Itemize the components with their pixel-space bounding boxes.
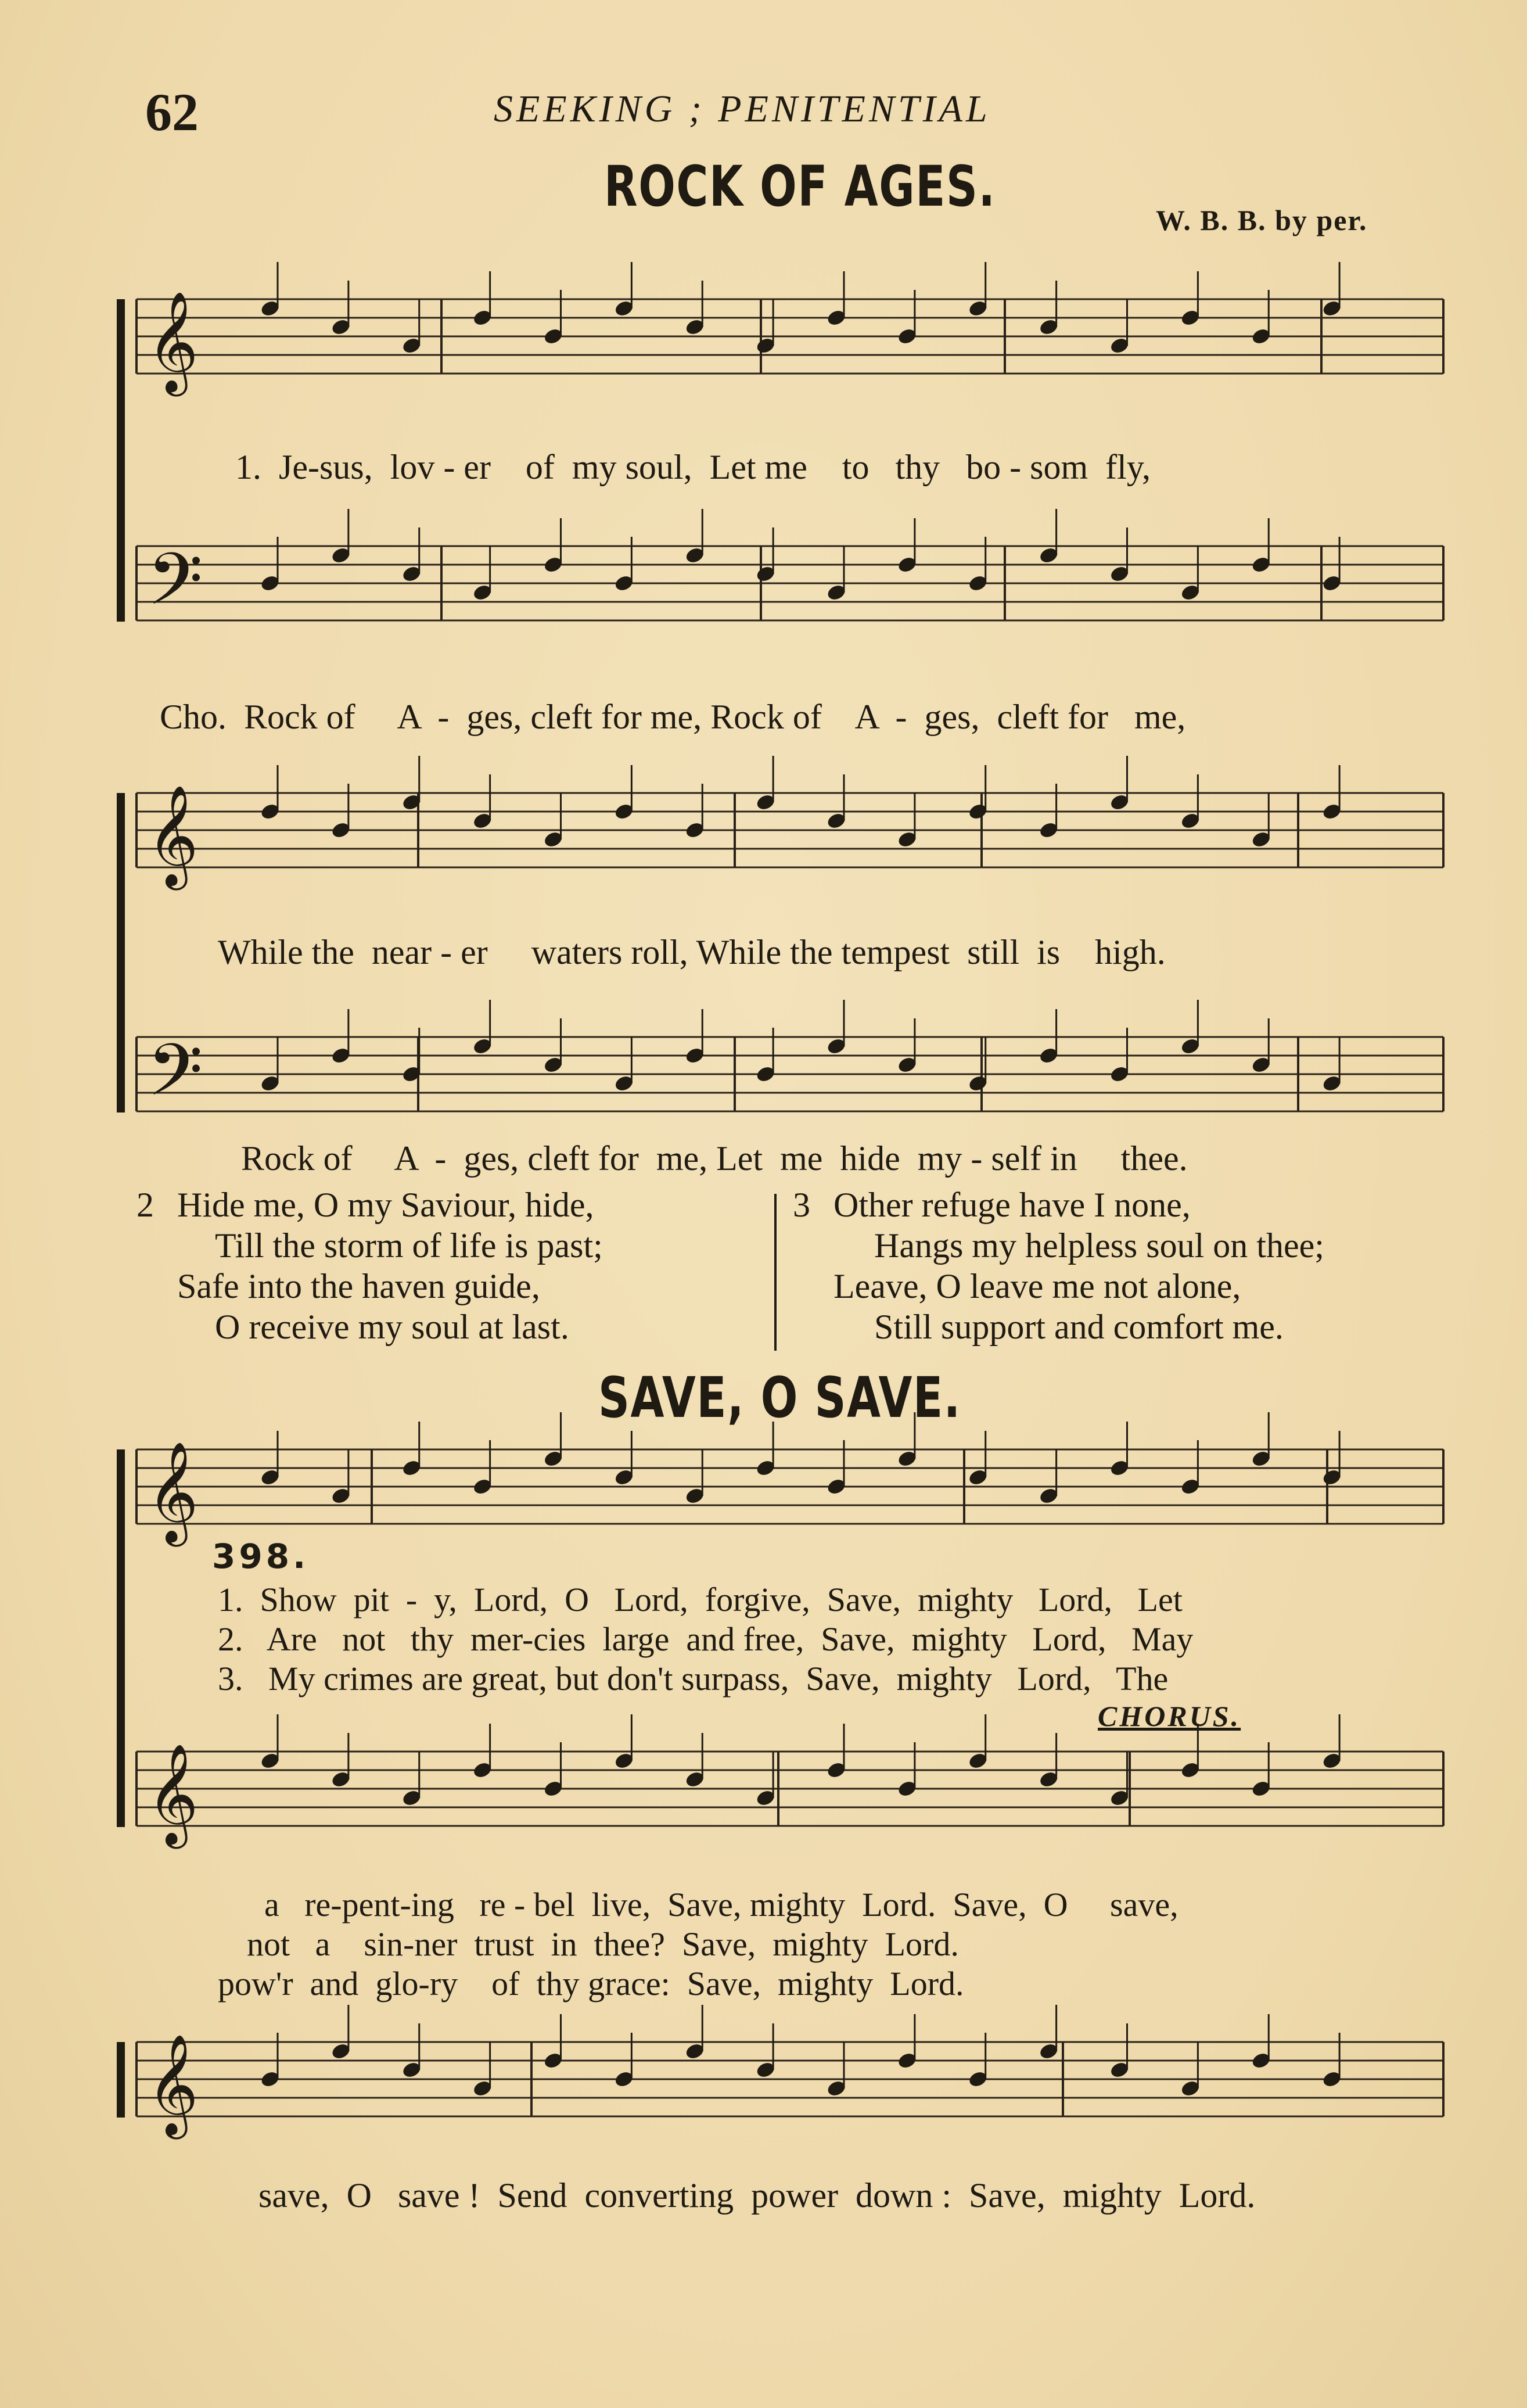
- hymn-number: 398.: [212, 1537, 310, 1576]
- stanza2-line-4: O receive my soul at last.: [215, 1308, 569, 1346]
- stanza2-line-1: Hide me, O my Saviour, hide,: [177, 1186, 594, 1224]
- chorus-label: CHORUS.: [1098, 1700, 1241, 1732]
- bass-clef-icon: 𝄢: [147, 1029, 203, 1130]
- page-number: 62: [145, 82, 199, 142]
- line4-lyrics: Rock of A - ges, cleft for me, Let me hide my - self in thee.: [241, 1139, 1188, 1178]
- running-title: SEEKING ; PENITENTIAL: [494, 88, 991, 130]
- hymn2-verse3: 3. My crimes are great, but don't surpass, Save, mighty Lord, The: [218, 1660, 1169, 1698]
- stanza3-line-4: Still support and comfort me.: [874, 1308, 1284, 1346]
- hymn-title-rock-of-ages: ROCK OF AGES.: [604, 154, 996, 219]
- stanza2-line-3: Safe into the haven guide,: [177, 1267, 540, 1305]
- hymn2-cont2: not a sin-ner trust in thee? Save, mighty Lord.: [247, 1925, 959, 1963]
- hymn2-verse1: 1. Show pit - y, Lord, O Lord, forgive, Save, mighty Lord, Let: [218, 1581, 1183, 1619]
- bass-clef-icon: 𝄢: [147, 538, 203, 639]
- stanza3-line-3: Leave, O leave me not alone,: [833, 1267, 1241, 1305]
- treble-clef-icon: 𝄞: [147, 2034, 199, 2135]
- treble-clef-icon: 𝄞: [147, 785, 199, 886]
- stanza3-line-2: Hangs my helpless soul on thee;: [874, 1226, 1324, 1265]
- line3-lyrics: While the near - er waters roll, While the tempest still is high.: [218, 933, 1166, 971]
- stanza3-number: 3: [793, 1186, 810, 1224]
- stanza2-number: 2: [136, 1186, 154, 1224]
- treble-clef-icon: 𝄞: [147, 1441, 199, 1542]
- hymn2-cont3: pow'r and glo-ry of thy grace: Save, mighty Lord.: [218, 1965, 964, 2003]
- stanza-divider: [774, 1194, 777, 1351]
- hymn2-verse2: 2. Are not thy mer-cies large and free, Save, mighty Lord, May: [218, 1620, 1194, 1658]
- hymn2-final-line: save, O save ! Send converting power down : Save, mighty Lord.: [258, 2176, 1256, 2215]
- treble-clef-icon: 𝄞: [147, 1743, 199, 1844]
- stanza2-line-2: Till the storm of life is past;: [215, 1226, 603, 1265]
- chorus-lyrics: Cho. Rock of A - ges, cleft for me, Rock of A - ges, cleft for me,: [160, 698, 1186, 736]
- hymn-credit: W. B. B. by per.: [1156, 204, 1368, 236]
- verse1-lyrics: 1. Je-sus, lov - er of my soul, Let me to thy bo - som fly,: [235, 448, 1151, 486]
- hymn2-cont1: a re-pent-ing re - bel live, Save, mighty Lord. Save, O save,: [264, 1886, 1179, 1923]
- treble-clef-icon: 𝄞: [147, 291, 199, 392]
- stanza3-line-1: Other refuge have I none,: [833, 1186, 1191, 1224]
- hymn-title-save-o-save: SAVE, O SAVE.: [598, 1365, 961, 1430]
